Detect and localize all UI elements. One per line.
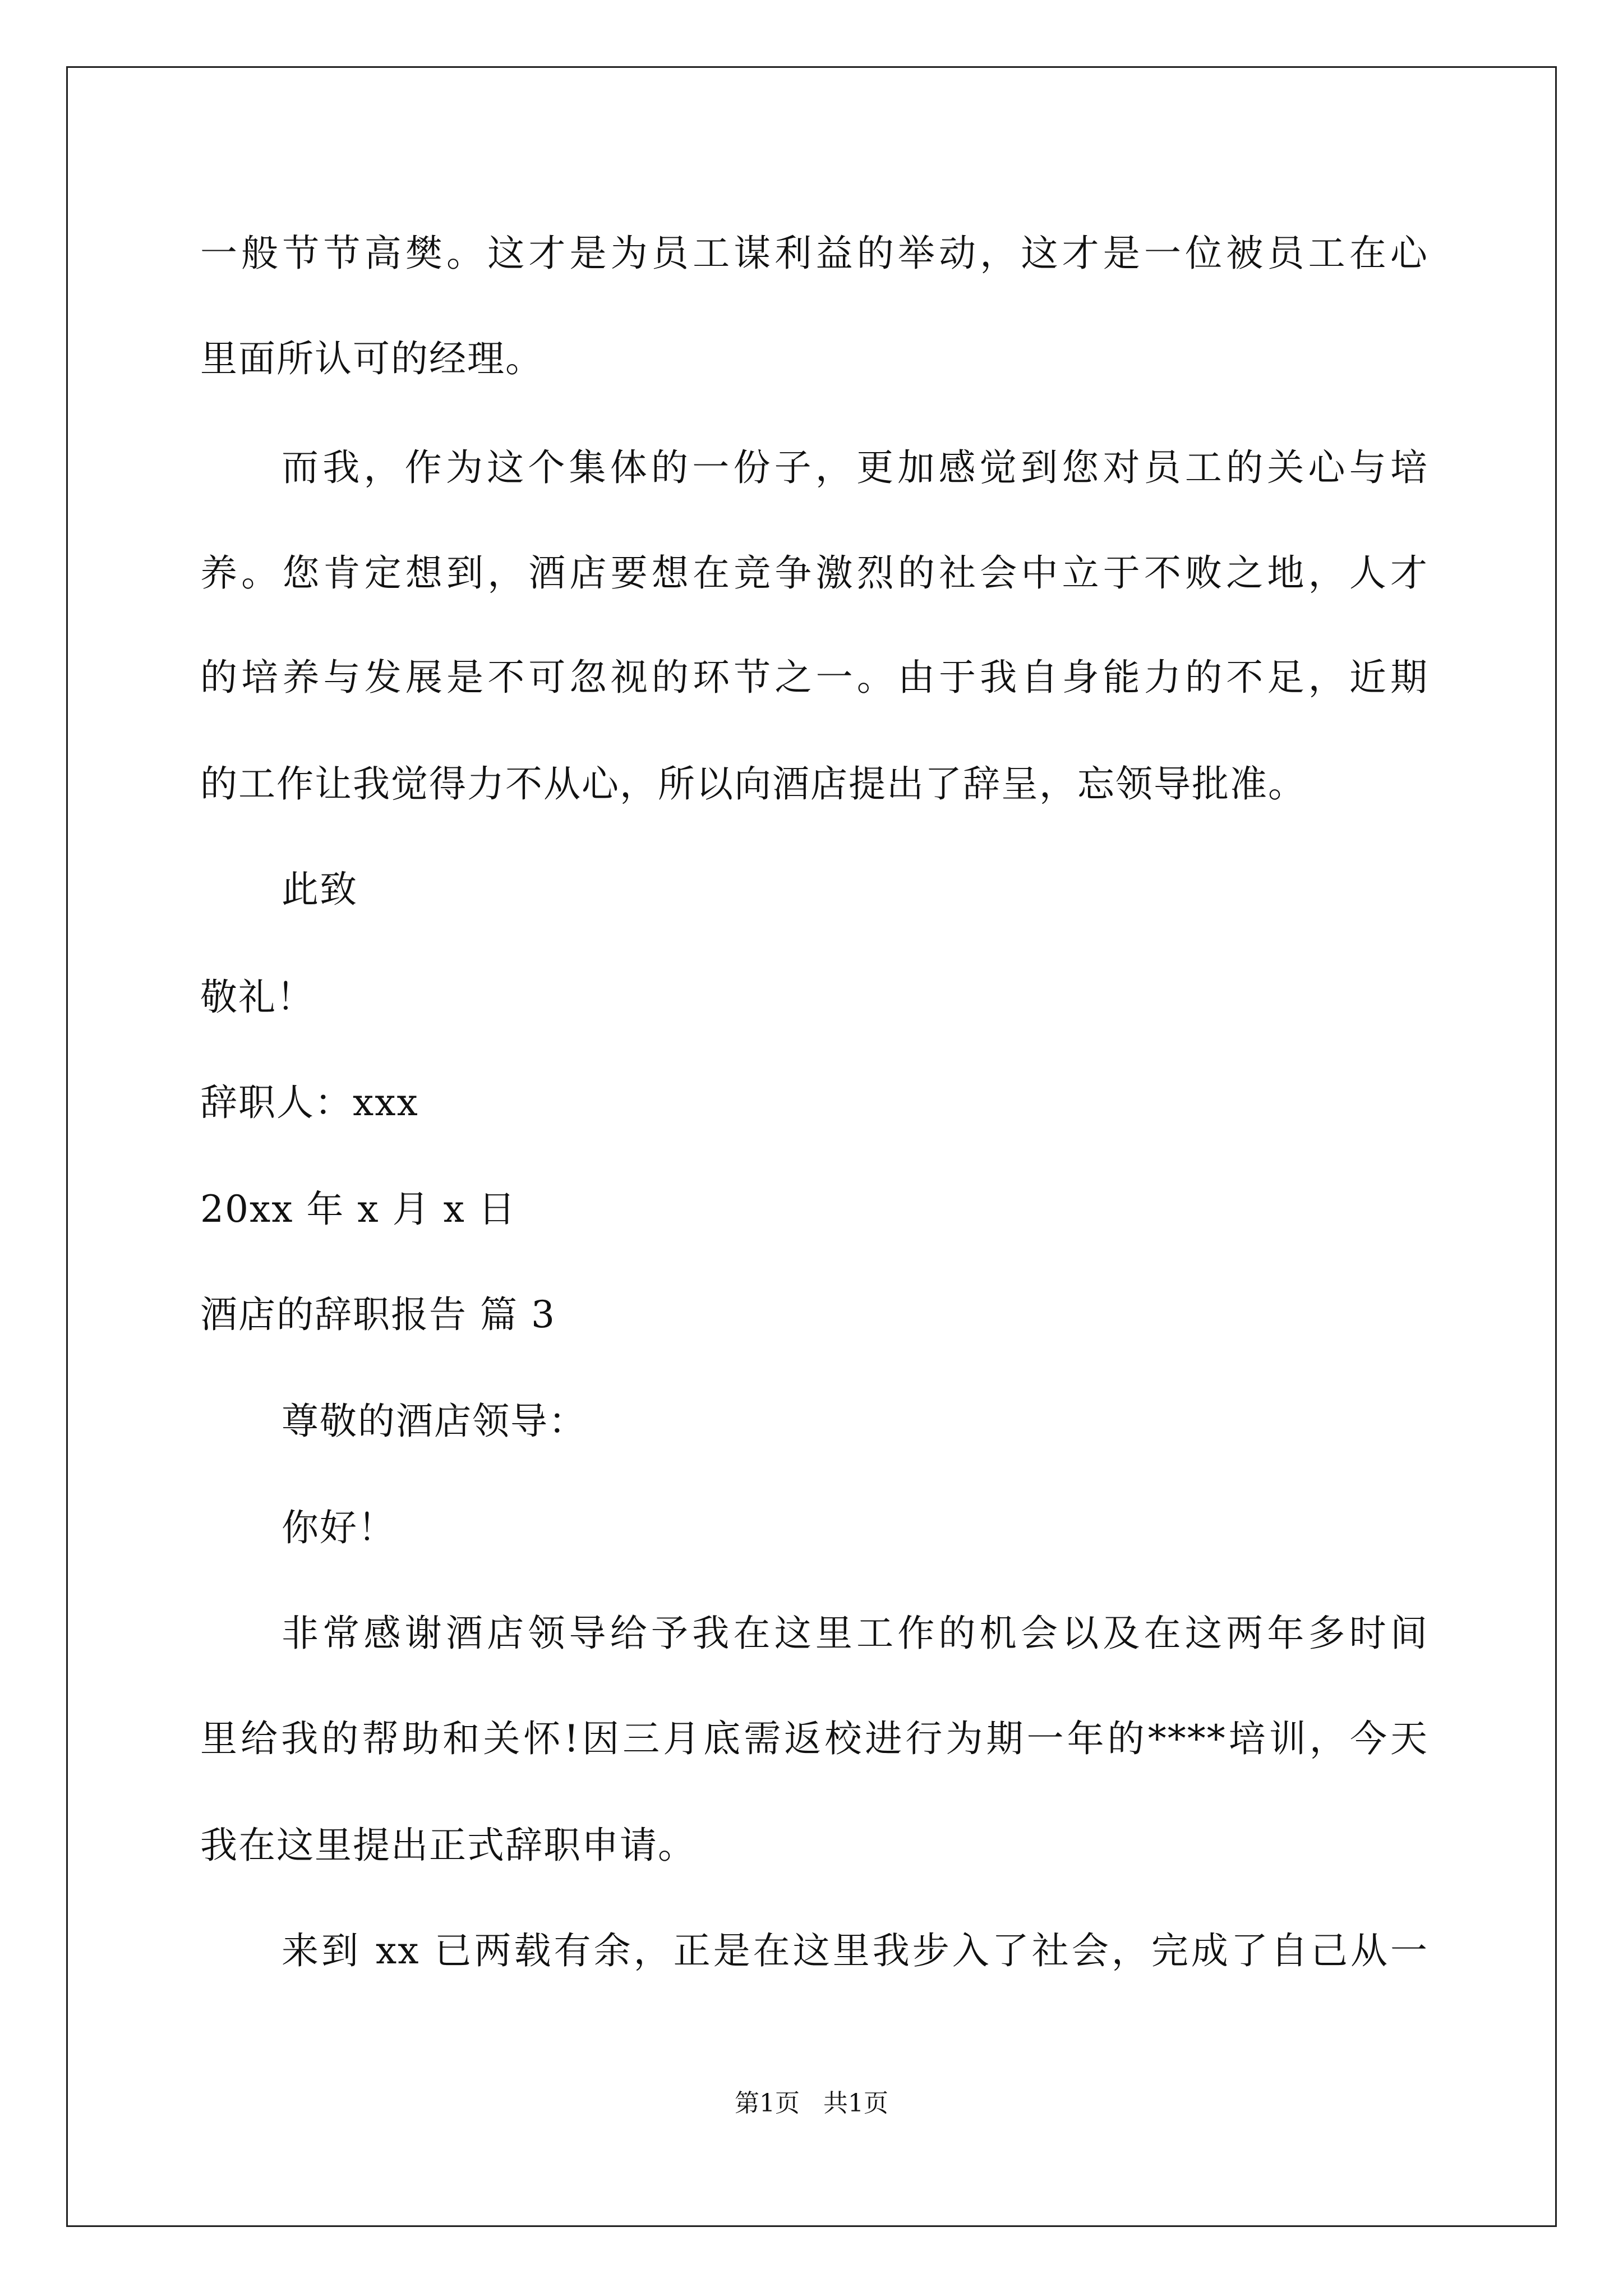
paragraph-start: 而我，作为这个集体的一份子，更加感觉到您对员工的关心与培 xyxy=(282,446,1428,489)
text-line: 的培养与发展是不可忽视的环节之一。由于我自身能力的不足，近期 xyxy=(200,656,1428,699)
text-line: 里面所认可的经理。 xyxy=(200,337,543,380)
salutation-regards: 敬礼！ xyxy=(200,976,315,1019)
text-line: 养。您肯定想到，酒店要想在竞争激烈的社会中立于不败之地，人才 xyxy=(200,551,1428,595)
paragraph-start: 非常感谢酒店领导给予我在这里工作的机会以及在这两年多时间 xyxy=(282,1612,1428,1655)
page-border xyxy=(66,66,1557,2227)
page-number-footer: 第1页 共1页 xyxy=(735,2089,888,2118)
signature-name: 辞职人：xxx xyxy=(200,1081,419,1124)
signature-date: 20xx 年 x 月 x 日 xyxy=(200,1188,517,1231)
text-line: 的工作让我觉得力不从心，所以向酒店提出了辞呈，忘领导批准。 xyxy=(200,762,1306,806)
text-line: 一般节节高樊。这才是为员工谋利益的举动，这才是一位被员工在心 xyxy=(200,232,1428,275)
letter-greeting: 尊敬的酒店领导： xyxy=(282,1400,587,1443)
salutation-closing: 此致 xyxy=(282,868,358,911)
section-heading: 酒店的辞职报告 篇 3 xyxy=(200,1293,556,1336)
text-line: 里给我的帮助和关怀!因三月底需返校进行为期一年的****培训，今天 xyxy=(200,1717,1428,1760)
letter-hello: 你好！ xyxy=(282,1506,396,1549)
paragraph-start: 来到 xx 已两载有余，正是在这里我步入了社会，完成了自己从一 xyxy=(282,1929,1428,1972)
text-line: 我在这里提出正式辞职申请。 xyxy=(200,1824,696,1867)
